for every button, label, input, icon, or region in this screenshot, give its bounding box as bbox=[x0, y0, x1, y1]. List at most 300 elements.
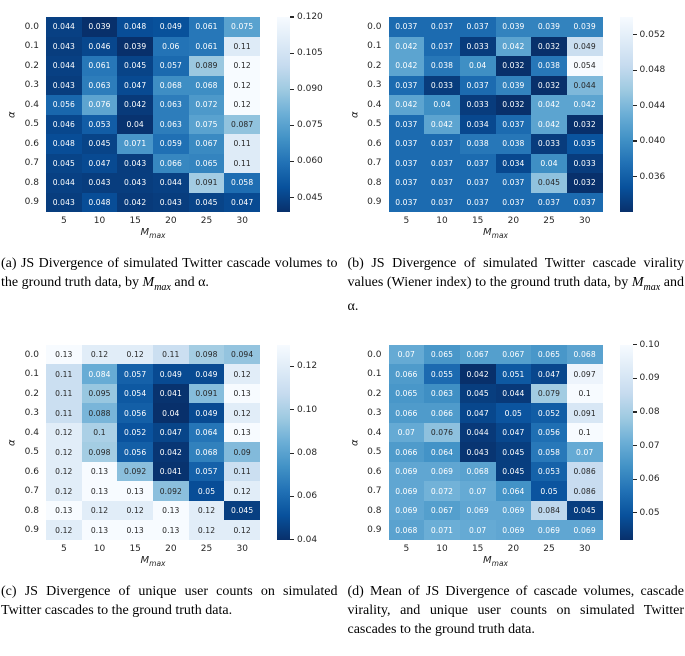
heatmap-cell: 0.047 bbox=[531, 364, 567, 384]
heatmap-cell: 0.032 bbox=[496, 95, 532, 115]
heatmap-cell: 0.069 bbox=[496, 501, 532, 521]
y-axis-label-text: α bbox=[349, 439, 360, 446]
x-axis-label-sub: max bbox=[491, 558, 508, 568]
colorbar-tick bbox=[633, 508, 660, 518]
x-tick-label: 5 bbox=[60, 216, 67, 226]
heatmap-cell: 0.064 bbox=[189, 423, 225, 443]
x-tick-label: 30 bbox=[578, 543, 591, 554]
heatmap-cell: 0.057 bbox=[189, 462, 225, 482]
x-axis-label-main: M bbox=[483, 227, 492, 238]
colorbar-tick-mark bbox=[290, 161, 294, 162]
colorbar-tick-label: 0.07 bbox=[639, 440, 660, 451]
heatmap-cell: 0.041 bbox=[153, 384, 189, 404]
heatmap-cell: 0.042 bbox=[567, 95, 603, 115]
colorbar-tick-label: 0.08 bbox=[639, 407, 660, 418]
colorbar-tick-label: 0.044 bbox=[639, 100, 666, 111]
colorbar-tick-label: 0.10 bbox=[639, 339, 660, 350]
heatmap-cell: 0.044 bbox=[46, 17, 82, 37]
x-tick-label: 5 bbox=[60, 543, 67, 554]
heatmap-cell: 0.044 bbox=[496, 384, 532, 404]
bottom-panels-row bbox=[0, 328, 685, 568]
heatmap-cell: 0.076 bbox=[424, 423, 460, 443]
heatmap-cell: 0.037 bbox=[389, 154, 425, 174]
x-tick-label: 10 bbox=[93, 216, 106, 226]
plot-area bbox=[389, 17, 603, 240]
colorbar-tick bbox=[633, 101, 666, 111]
colorbar-tick-label: 0.120 bbox=[297, 12, 323, 22]
heatmap-cell: 0.043 bbox=[117, 173, 153, 193]
x-axis-ticks bbox=[46, 216, 260, 226]
heatmap-cell: 0.12 bbox=[46, 520, 82, 540]
heatmap-cell: 0.045 bbox=[496, 462, 532, 482]
heatmap-cell: 0.056 bbox=[531, 423, 567, 443]
heatmap-cell: 0.045 bbox=[224, 501, 260, 521]
heatmap-cell: 0.045 bbox=[189, 193, 225, 213]
heatmap-cell: 0.042 bbox=[496, 37, 532, 57]
heatmap-cell: 0.039 bbox=[531, 17, 567, 37]
heatmap-cell: 0.037 bbox=[531, 193, 567, 213]
heatmap-cell: 0.068 bbox=[389, 520, 425, 540]
caption-d bbox=[348, 582, 685, 644]
heatmap-cell: 0.044 bbox=[460, 423, 496, 443]
y-tick-label: 0.6 bbox=[24, 466, 39, 477]
colorbar-tick-label: 0.090 bbox=[297, 84, 323, 95]
heatmap-cell: 0.13 bbox=[46, 501, 82, 521]
heatmap-cell: 0.046 bbox=[82, 37, 118, 57]
heatmap-cell: 0.052 bbox=[117, 423, 153, 443]
heatmap-cell: 0.045 bbox=[117, 56, 153, 76]
colorbar-tick-label: 0.060 bbox=[297, 156, 323, 167]
x-tick-label: 10 bbox=[436, 216, 448, 226]
y-tick-label: 0.8 bbox=[24, 177, 39, 188]
heatmap-cell: 0.11 bbox=[224, 154, 260, 174]
colorbar-tick bbox=[633, 373, 660, 383]
heatmap-cell: 0.061 bbox=[82, 56, 118, 76]
heatmap-cell: 0.084 bbox=[531, 501, 567, 521]
heatmap-cell: 0.058 bbox=[224, 173, 260, 193]
x-tick-label: 15 bbox=[129, 216, 141, 226]
y-tick-label: 0.7 bbox=[367, 158, 382, 169]
heatmap-grid bbox=[389, 17, 603, 212]
x-tick-label: 20 bbox=[165, 216, 177, 226]
colorbar bbox=[277, 345, 290, 540]
heatmap-cell: 0.042 bbox=[153, 442, 189, 462]
colorbar-tick-mark bbox=[290, 89, 294, 90]
heatmap-cell: 0.066 bbox=[424, 403, 460, 423]
heatmap-cell: 0.042 bbox=[389, 37, 425, 57]
caption-text: (a) JS Divergence of simulated Twitter cascade volumes to the ground truth data, by bbox=[1, 256, 338, 290]
y-tick-label: 0.2 bbox=[367, 388, 382, 399]
heatmap-cell: 0.064 bbox=[496, 481, 532, 501]
x-tick-label: 30 bbox=[236, 543, 248, 554]
heatmap-cell: 0.12 bbox=[224, 364, 260, 384]
heatmap-panel-d bbox=[343, 328, 685, 568]
bottom-captions-row bbox=[0, 582, 685, 644]
colorbar-tick-label: 0.052 bbox=[639, 29, 666, 40]
y-tick-label: 0.7 bbox=[24, 486, 39, 497]
colorbar-tick-label: 0.08 bbox=[297, 448, 318, 459]
colorbar bbox=[277, 17, 290, 212]
heatmap-cell: 0.12 bbox=[189, 520, 225, 540]
colorbar-tick-label: 0.10 bbox=[297, 404, 318, 415]
heatmap-cell: 0.084 bbox=[82, 364, 118, 384]
heatmap-cell: 0.039 bbox=[567, 17, 603, 37]
heatmap-cell: 0.038 bbox=[496, 134, 532, 154]
colorbar-ticks bbox=[290, 12, 338, 212]
heatmap-cell: 0.068 bbox=[567, 345, 603, 365]
heatmap-cell: 0.048 bbox=[117, 17, 153, 37]
heatmap-cell: 0.044 bbox=[153, 173, 189, 193]
heatmap-cell: 0.042 bbox=[531, 95, 567, 115]
colorbar-tick-label: 0.075 bbox=[297, 120, 323, 131]
x-tick-label: 30 bbox=[578, 216, 591, 226]
heatmap-cell: 0.037 bbox=[424, 193, 460, 213]
colorbar-tick-mark bbox=[290, 539, 294, 540]
heatmap-cell: 0.049 bbox=[153, 17, 189, 37]
y-tick-label: 0.5 bbox=[367, 447, 382, 458]
heatmap-cell: 0.042 bbox=[389, 56, 425, 76]
colorbar-tick bbox=[290, 156, 323, 166]
heatmap-cell: 0.086 bbox=[567, 481, 603, 501]
colorbar-tick-mark bbox=[290, 366, 294, 367]
heatmap-cell: 0.043 bbox=[46, 37, 82, 57]
y-tick-label: 0.7 bbox=[367, 486, 382, 497]
heatmap-cell: 0.12 bbox=[224, 520, 260, 540]
heatmap-cell: 0.043 bbox=[46, 193, 82, 213]
heatmap-cell: 0.063 bbox=[153, 115, 189, 135]
heatmap-panel-c bbox=[0, 328, 343, 568]
heatmap-cell: 0.066 bbox=[153, 154, 189, 174]
heatmap-cell: 0.12 bbox=[224, 481, 260, 501]
y-axis-label-text: α bbox=[6, 439, 18, 446]
heatmap-cell: 0.056 bbox=[46, 95, 82, 115]
heatmap-cell: 0.047 bbox=[496, 423, 532, 443]
colorbar-tick-mark bbox=[633, 344, 637, 345]
x-axis-ticks bbox=[46, 544, 260, 554]
y-axis-label-text: α bbox=[6, 111, 18, 118]
heatmap-cell: 0.037 bbox=[460, 154, 496, 174]
heatmap-cell: 0.043 bbox=[46, 76, 82, 96]
heatmap-cell: 0.033 bbox=[567, 154, 603, 174]
heatmap-cell: 0.049 bbox=[189, 403, 225, 423]
heatmap-cell: 0.04 bbox=[117, 115, 153, 135]
heatmap-cell: 0.034 bbox=[496, 154, 532, 174]
heatmap-cell: 0.042 bbox=[117, 95, 153, 115]
heatmap-cell: 0.046 bbox=[46, 115, 82, 135]
colorbar-tick bbox=[633, 340, 660, 350]
colorbar-tick-mark bbox=[290, 197, 294, 198]
colorbar-area bbox=[620, 339, 681, 540]
heatmap-cell: 0.13 bbox=[82, 481, 118, 501]
heatmap-cell: 0.045 bbox=[496, 442, 532, 462]
colorbar-tick bbox=[633, 407, 660, 417]
heatmap-cell: 0.1 bbox=[567, 384, 603, 404]
heatmap-cell: 0.053 bbox=[82, 115, 118, 135]
heatmap-cell: 0.069 bbox=[389, 462, 425, 482]
heatmap-cell: 0.071 bbox=[424, 520, 460, 540]
heatmap-cell: 0.039 bbox=[496, 76, 532, 96]
heatmap-cell: 0.13 bbox=[46, 345, 82, 365]
heatmap-cell: 0.054 bbox=[117, 384, 153, 404]
heatmap-cell: 0.056 bbox=[117, 403, 153, 423]
x-axis-label-main: M bbox=[140, 554, 150, 566]
heatmap-cell: 0.057 bbox=[153, 56, 189, 76]
heatmap-cell: 0.037 bbox=[389, 193, 425, 213]
y-tick-label: 0.8 bbox=[367, 505, 382, 516]
heatmap-cell: 0.033 bbox=[460, 37, 496, 57]
heatmap-cell: 0.065 bbox=[189, 154, 225, 174]
heatmap-cell: 0.044 bbox=[46, 173, 82, 193]
heatmap-cell: 0.052 bbox=[531, 403, 567, 423]
heatmap-cell: 0.04 bbox=[531, 154, 567, 174]
colorbar-tick-mark bbox=[633, 176, 637, 177]
x-tick-label: 20 bbox=[165, 543, 177, 554]
heatmap-cell: 0.037 bbox=[424, 173, 460, 193]
y-tick-label: 0.1 bbox=[24, 369, 39, 380]
heatmap-cell: 0.092 bbox=[153, 481, 189, 501]
colorbar-tick-label: 0.036 bbox=[639, 171, 666, 182]
colorbar-tick-mark bbox=[633, 411, 637, 412]
heatmap-cell: 0.043 bbox=[117, 154, 153, 174]
heatmap-cell: 0.071 bbox=[117, 134, 153, 154]
heatmap-cell: 0.033 bbox=[424, 76, 460, 96]
heatmap-cell: 0.037 bbox=[460, 193, 496, 213]
colorbar-tick-mark bbox=[290, 409, 294, 410]
heatmap-cell: 0.068 bbox=[189, 76, 225, 96]
heatmap-cell: 0.063 bbox=[153, 95, 189, 115]
y-axis-label bbox=[349, 17, 361, 212]
heatmap-cell: 0.11 bbox=[153, 345, 189, 365]
x-axis-label bbox=[46, 555, 260, 568]
heatmap-cell: 0.12 bbox=[82, 501, 118, 521]
y-tick-label: 0.5 bbox=[367, 119, 382, 130]
y-tick-label: 0.6 bbox=[367, 466, 382, 477]
heatmap-cell: 0.097 bbox=[567, 364, 603, 384]
heatmap-cell: 0.12 bbox=[224, 76, 260, 96]
colorbar-tick-label: 0.040 bbox=[639, 136, 666, 147]
y-axis-label-text: α bbox=[349, 111, 360, 118]
colorbar-tick-mark bbox=[290, 453, 294, 454]
caption-a bbox=[1, 254, 338, 316]
colorbar-tick bbox=[290, 48, 323, 58]
colorbar-tick-label: 0.04 bbox=[297, 534, 318, 545]
heatmap-grid bbox=[389, 345, 603, 540]
heatmap-cell: 0.061 bbox=[189, 17, 225, 37]
heatmap-cell: 0.039 bbox=[117, 37, 153, 57]
heatmap-cell: 0.037 bbox=[424, 37, 460, 57]
heatmap-cell: 0.079 bbox=[531, 384, 567, 404]
heatmap-cell: 0.043 bbox=[82, 173, 118, 193]
heatmap-cell: 0.042 bbox=[531, 115, 567, 135]
heatmap-cell: 0.067 bbox=[424, 501, 460, 521]
heatmap-cell: 0.13 bbox=[117, 481, 153, 501]
y-tick-label: 0.9 bbox=[367, 525, 382, 536]
heatmap-cell: 0.045 bbox=[567, 501, 603, 521]
heatmap-cell: 0.039 bbox=[496, 17, 532, 37]
y-tick-label: 0.9 bbox=[367, 197, 382, 208]
colorbar-tick-label: 0.045 bbox=[297, 192, 323, 203]
colorbar-tick-mark bbox=[633, 479, 637, 480]
heatmap-cell: 0.065 bbox=[389, 384, 425, 404]
colorbar-tick-mark bbox=[633, 378, 637, 379]
colorbar-tick-mark bbox=[633, 105, 637, 106]
x-tick-label: 20 bbox=[507, 216, 520, 226]
heatmap-cell: 0.069 bbox=[496, 520, 532, 540]
y-tick-label: 0.0 bbox=[367, 349, 382, 360]
heatmap-cell: 0.067 bbox=[189, 134, 225, 154]
colorbar-tick-label: 0.05 bbox=[639, 507, 660, 518]
heatmap-cell: 0.049 bbox=[153, 364, 189, 384]
colorbar-tick-label: 0.06 bbox=[639, 474, 660, 485]
y-tick-label: 0.5 bbox=[24, 447, 39, 458]
colorbar-tick bbox=[290, 405, 317, 415]
heatmap-cell: 0.037 bbox=[389, 76, 425, 96]
colorbar-tick-label: 0.12 bbox=[297, 361, 318, 372]
colorbar-tick-label: 0.105 bbox=[297, 48, 323, 59]
y-tick-label: 0.9 bbox=[24, 525, 39, 536]
heatmap-cell: 0.091 bbox=[189, 173, 225, 193]
heatmap-cell: 0.037 bbox=[424, 154, 460, 174]
heatmap-cell: 0.065 bbox=[424, 345, 460, 365]
heatmap-cell: 0.06 bbox=[153, 37, 189, 57]
colorbar-tick-mark bbox=[290, 125, 294, 126]
colorbar-tick bbox=[290, 448, 317, 458]
heatmap-cell: 0.047 bbox=[460, 403, 496, 423]
x-axis-label-sub: max bbox=[149, 231, 166, 240]
colorbar-tick bbox=[290, 12, 323, 22]
colorbar-tick bbox=[290, 361, 317, 371]
heatmap-cell: 0.058 bbox=[531, 442, 567, 462]
heatmap-cell: 0.07 bbox=[460, 520, 496, 540]
heatmap-cell: 0.037 bbox=[424, 17, 460, 37]
colorbar-area bbox=[620, 17, 681, 212]
caption-text: and α. bbox=[347, 275, 684, 314]
x-tick-label: 10 bbox=[93, 543, 106, 554]
heatmap-cell: 0.037 bbox=[389, 173, 425, 193]
heatmap-panel-b bbox=[343, 0, 685, 240]
heatmap-cell: 0.1 bbox=[567, 423, 603, 443]
colorbar-tick-mark bbox=[633, 445, 637, 446]
y-axis-ticks bbox=[18, 345, 46, 540]
heatmap-cell: 0.1 bbox=[82, 423, 118, 443]
heatmap-cell: 0.12 bbox=[189, 501, 225, 521]
heatmap-cell: 0.12 bbox=[117, 501, 153, 521]
heatmap-cell: 0.032 bbox=[531, 37, 567, 57]
heatmap-cell: 0.13 bbox=[82, 462, 118, 482]
colorbar-tick-mark bbox=[633, 34, 637, 35]
heatmap-cell: 0.092 bbox=[117, 462, 153, 482]
heatmap-cell: 0.045 bbox=[82, 134, 118, 154]
colorbar-tick bbox=[290, 535, 317, 545]
y-tick-label: 0.6 bbox=[24, 138, 39, 149]
y-axis-ticks bbox=[361, 17, 389, 212]
heatmap-cell: 0.061 bbox=[189, 37, 225, 57]
y-tick-label: 0.4 bbox=[367, 99, 382, 110]
heatmap-grid bbox=[46, 17, 260, 212]
heatmap-cell: 0.069 bbox=[531, 520, 567, 540]
heatmap-cell: 0.094 bbox=[224, 345, 260, 365]
heatmap-cell: 0.13 bbox=[82, 520, 118, 540]
heatmap-cell: 0.038 bbox=[531, 56, 567, 76]
y-tick-label: 0.9 bbox=[24, 197, 39, 208]
heatmap-cell: 0.13 bbox=[224, 423, 260, 443]
x-axis-label bbox=[389, 555, 603, 568]
y-axis-label bbox=[6, 345, 18, 540]
colorbar-tick-mark bbox=[633, 140, 637, 141]
heatmap-cell: 0.07 bbox=[567, 442, 603, 462]
colorbar-tick-label: 0.09 bbox=[639, 373, 660, 384]
top-captions-row bbox=[0, 254, 685, 316]
plot-area bbox=[46, 17, 260, 240]
heatmap-cell: 0.042 bbox=[460, 364, 496, 384]
heatmap-cell: 0.086 bbox=[567, 462, 603, 482]
heatmap-cell: 0.039 bbox=[82, 17, 118, 37]
colorbar-ticks bbox=[633, 17, 681, 212]
heatmap-cell: 0.043 bbox=[153, 193, 189, 213]
heatmap-cell: 0.068 bbox=[189, 442, 225, 462]
heatmap-cell: 0.068 bbox=[460, 462, 496, 482]
colorbar-tick-mark bbox=[633, 70, 637, 71]
x-axis-label-sub: max bbox=[491, 231, 508, 240]
heatmap-cell: 0.037 bbox=[460, 173, 496, 193]
heatmap-cell: 0.066 bbox=[389, 442, 425, 462]
heatmap-cell: 0.067 bbox=[460, 345, 496, 365]
heatmap-cell: 0.05 bbox=[531, 481, 567, 501]
colorbar-tick-label: 0.048 bbox=[639, 65, 666, 76]
heatmap-cell: 0.063 bbox=[424, 384, 460, 404]
heatmap-cell: 0.075 bbox=[224, 17, 260, 37]
heatmap-cell: 0.032 bbox=[567, 115, 603, 135]
heatmap-cell: 0.05 bbox=[496, 403, 532, 423]
colorbar-tick bbox=[290, 491, 317, 501]
heatmap-cell: 0.063 bbox=[82, 76, 118, 96]
y-tick-label: 0.4 bbox=[367, 427, 382, 438]
y-tick-label: 0.5 bbox=[24, 119, 39, 130]
x-tick-label: 25 bbox=[200, 543, 213, 554]
heatmap-cell: 0.045 bbox=[531, 173, 567, 193]
heatmap-cell: 0.033 bbox=[460, 95, 496, 115]
caption-math: M bbox=[631, 275, 644, 290]
y-tick-label: 0.0 bbox=[24, 21, 39, 32]
heatmap-cell: 0.055 bbox=[424, 364, 460, 384]
heatmap-cell: 0.072 bbox=[424, 481, 460, 501]
heatmap-cell: 0.12 bbox=[46, 423, 82, 443]
heatmap-cell: 0.059 bbox=[153, 134, 189, 154]
y-tick-label: 0.3 bbox=[24, 80, 39, 91]
heatmap-cell: 0.047 bbox=[153, 423, 189, 443]
heatmap-cell: 0.069 bbox=[460, 501, 496, 521]
heatmap-cell: 0.032 bbox=[496, 56, 532, 76]
y-tick-label: 0.8 bbox=[24, 505, 39, 516]
x-tick-label: 15 bbox=[471, 216, 484, 226]
heatmap-cell: 0.033 bbox=[531, 134, 567, 154]
heatmap-cell: 0.044 bbox=[46, 56, 82, 76]
heatmap-cell: 0.09 bbox=[224, 442, 260, 462]
x-tick-label: 5 bbox=[403, 543, 410, 554]
heatmap-cell: 0.048 bbox=[46, 134, 82, 154]
caption-math-sub: max bbox=[154, 281, 171, 293]
colorbar-tick bbox=[633, 474, 660, 484]
heatmap-cell: 0.038 bbox=[460, 134, 496, 154]
heatmap-cell: 0.12 bbox=[46, 481, 82, 501]
heatmap-cell: 0.13 bbox=[153, 501, 189, 521]
y-tick-label: 0.6 bbox=[367, 138, 382, 149]
heatmap-cell: 0.038 bbox=[424, 56, 460, 76]
heatmap-cell: 0.12 bbox=[117, 345, 153, 365]
heatmap-cell: 0.068 bbox=[153, 76, 189, 96]
heatmap-cell: 0.05 bbox=[189, 481, 225, 501]
x-tick-label: 10 bbox=[436, 543, 448, 554]
